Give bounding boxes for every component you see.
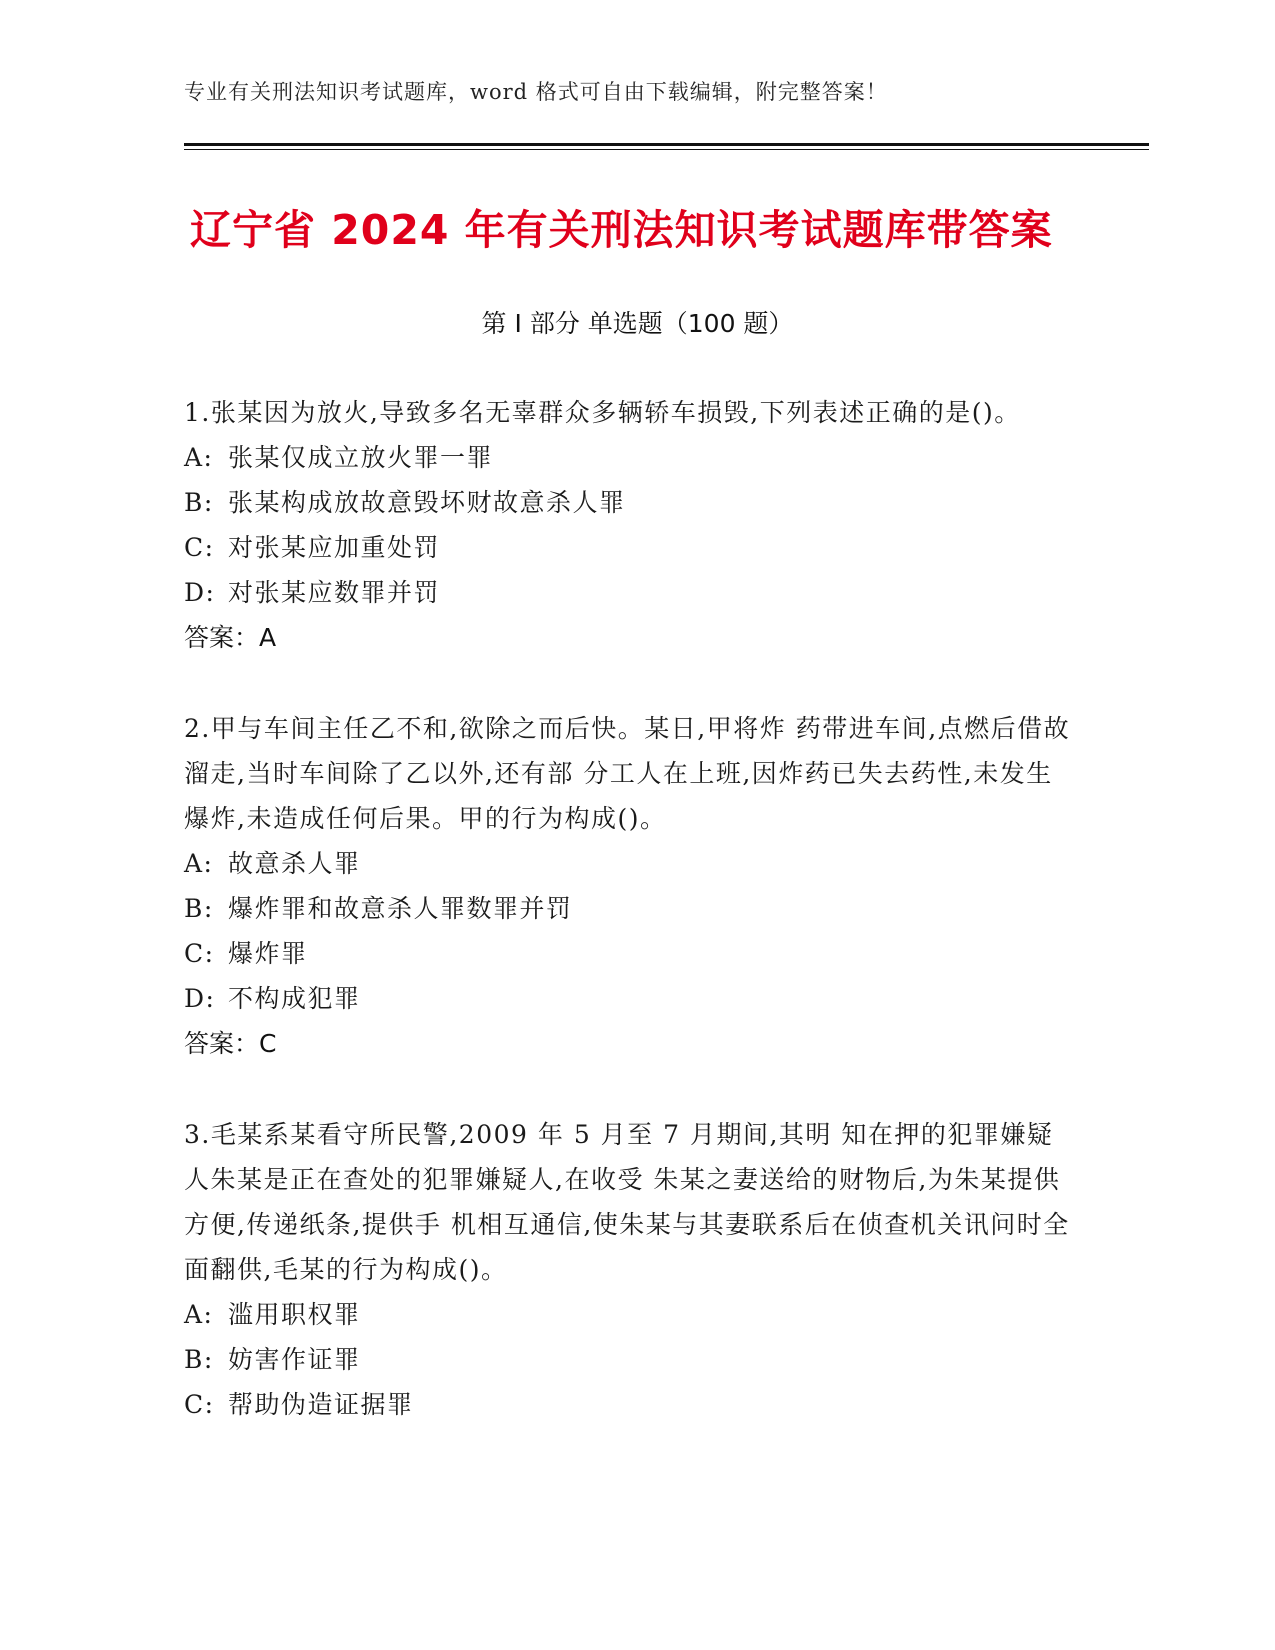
option-text: 张某仅成立放火罪一罪 (228, 443, 494, 472)
option-a (184, 435, 1074, 480)
option-text: 滥用职权罪 (228, 1300, 361, 1329)
option-key: C: (184, 939, 215, 968)
option-b (184, 480, 1074, 525)
question-list (184, 390, 1074, 1473)
option-key: B: (184, 488, 214, 517)
option-b (184, 1337, 1074, 1382)
question-text: 1.张某因为放火,导致多名无辜群众多辆轿车损毁,下列表述正确的是()。 (184, 398, 1021, 427)
option-text: 故意杀人罪 (228, 849, 361, 878)
option-d (184, 570, 1074, 615)
option-text: 爆炸罪 (228, 939, 308, 968)
option-c (184, 1382, 1074, 1427)
option-text: 对张某应加重处罚 (228, 533, 441, 562)
option-key: A: (184, 443, 214, 472)
option-key: C: (184, 1390, 215, 1419)
header-divider-thin (184, 149, 1149, 150)
question-text: 3.毛某系某看守所民警,2009 年 5 月至 7 月期间,其明 知在押的犯罪嫌疑人朱某是正在查处的犯罪嫌疑人,在收受 朱某之妻送给的财物后,为朱某提供方便,传递纸条,提供手 机相互通信,使朱某与其妻联系后在侦查机关讯问时全面翻供,毛某的行为构成()。 (184, 1120, 1070, 1284)
question-2 (184, 706, 1074, 1066)
option-text: 张某构成放故意毁坏财故意杀人罪 (228, 488, 626, 517)
answer-line: 答案：A (184, 623, 277, 652)
option-a (184, 841, 1074, 886)
question-3 (184, 1112, 1074, 1427)
option-key: D: (184, 984, 216, 1013)
option-key: A: (184, 1300, 214, 1329)
option-key: D: (184, 578, 216, 607)
option-c (184, 931, 1074, 976)
option-c (184, 525, 1074, 570)
header-divider-thick (184, 143, 1149, 146)
option-text: 妨害作证罪 (228, 1345, 361, 1374)
option-text: 帮助伪造证据罪 (228, 1390, 414, 1419)
option-text: 不构成犯罪 (228, 984, 361, 1013)
option-d (184, 976, 1074, 1021)
option-b (184, 886, 1074, 931)
option-text: 爆炸罪和故意杀人罪数罪并罚 (228, 894, 573, 923)
question-1 (184, 390, 1074, 660)
option-a (184, 1292, 1074, 1337)
header-note: 专业有关刑法知识考试题库，word 格式可自由下载编辑，附完整答案！ (184, 80, 888, 104)
option-key: B: (184, 1345, 214, 1374)
question-text: 2.甲与车间主任乙不和,欲除之而后快。某日,甲将炸 药带进车间,点燃后借故溜走,当时车间除了乙以外,还有部 分工人在上班,因炸药已失去药性,未发生爆炸,未造成任何后果。甲的行为构成()。 (184, 714, 1071, 833)
answer-line: 答案：C (184, 1029, 277, 1058)
option-key: B: (184, 894, 214, 923)
option-key: A: (184, 849, 214, 878)
option-text: 对张某应数罪并罚 (228, 578, 441, 607)
option-key: C: (184, 533, 215, 562)
document-title: 辽宁省 2024 年有关刑法知识考试题库带答案 (190, 206, 1053, 254)
section-title: 第 I 部分 单选题（100 题） (481, 309, 794, 338)
